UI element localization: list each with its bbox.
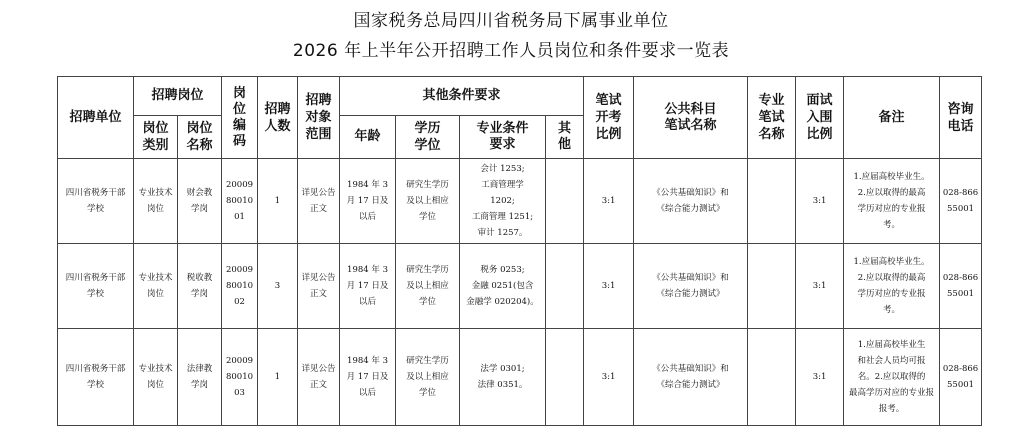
cell-headcount: 1: [258, 329, 298, 426]
header-position: 招聘岗位: [134, 77, 222, 116]
cell-age: 1984 年 3 月 17 日及以后: [340, 159, 396, 244]
cell-category: 专业技术岗位: [134, 159, 178, 244]
cell-education: 研究生学历及以上相应学位: [396, 244, 460, 329]
cell-scope: 详见公告正文: [298, 329, 340, 426]
header-phone: 咨询电话: [940, 77, 982, 159]
cell-unit: 四川省税务干部学校: [58, 244, 134, 329]
cell-name: 税收教学岗: [178, 244, 222, 329]
cell-professional-subject: [748, 159, 796, 244]
cell-headcount: 1: [258, 159, 298, 244]
cell-name: 财会教学岗: [178, 159, 222, 244]
table-row: [58, 244, 982, 329]
cell-major: 法学 0301; 法律 0351。: [460, 329, 546, 426]
cell-public-subjects: 《公共基础知识》和 《综合能力测试》: [634, 159, 748, 244]
header-unit: 招聘单位: [58, 77, 134, 159]
header-position-code: 岗位编码: [222, 77, 258, 159]
header-professional-subject: 专业笔试名称: [748, 77, 796, 159]
cell-education: 研究生学历及以上相应学位: [396, 159, 460, 244]
header-other-requirements: 其他条件要求: [340, 77, 584, 116]
cell-written-ratio: 3:1: [584, 159, 634, 244]
cell-age: 1984 年 3 月 17 日及以后: [340, 244, 396, 329]
cell-scope: 详见公告正文: [298, 159, 340, 244]
cell-major: 会计 1253; 工商管理学 1202; 工商管理 1251; 审计 1257。: [460, 159, 546, 244]
page-title-line-1: 国家税务总局四川省税务局下属事业单位: [353, 11, 669, 31]
cell-remarks: 1.应届高校毕业生。 2.应以取得的最高 学历对应的专业报 考。: [844, 159, 940, 244]
cell-remarks: 1.应届高校毕业生。 2.应以取得的最高 学历对应的专业报 考。: [844, 244, 940, 329]
header-headcount: 招聘人数: [258, 77, 298, 159]
recruitment-table: [57, 76, 982, 426]
cell-education: 研究生学历及以上相应学位: [396, 329, 460, 426]
cell-public-subjects: 《公共基础知识》和 《综合能力测试》: [634, 329, 748, 426]
header-major: 专业条件要求: [460, 116, 546, 159]
cell-category: 专业技术岗位: [134, 329, 178, 426]
cell-major: 税务 0253; 金融 0251(包含 金融学 020204)。: [460, 244, 546, 329]
header-written-ratio: 笔试开考比例: [584, 77, 634, 159]
header-other: 其他: [546, 116, 584, 159]
header-education: 学历学位: [396, 116, 460, 159]
cell-professional-subject: [748, 244, 796, 329]
cell-professional-subject: [748, 329, 796, 426]
header-remarks: 备注: [844, 77, 940, 159]
table-row: [58, 159, 982, 244]
header-position-name: 岗位名称: [178, 116, 222, 159]
cell-interview-ratio: 3:1: [796, 244, 844, 329]
cell-other: [546, 329, 584, 426]
header-position-category: 岗位类别: [134, 116, 178, 159]
cell-phone: 028-86655001: [940, 329, 982, 426]
cell-code: 200098001003: [222, 329, 258, 426]
cell-headcount: 3: [258, 244, 298, 329]
cell-category: 专业技术岗位: [134, 244, 178, 329]
cell-other: [546, 159, 584, 244]
cell-public-subjects: 《公共基础知识》和 《综合能力测试》: [634, 244, 748, 329]
header-public-subjects: 公共科目笔试名称: [634, 77, 748, 159]
header-age: 年龄: [340, 116, 396, 159]
header-interview-ratio: 面试入围比例: [796, 77, 844, 159]
cell-interview-ratio: 3:1: [796, 329, 844, 426]
cell-age: 1984 年 3 月 17 日及以后: [340, 329, 396, 426]
header-target-scope: 招聘对象范围: [298, 77, 340, 159]
cell-other: [546, 244, 584, 329]
cell-written-ratio: 3:1: [584, 329, 634, 426]
cell-written-ratio: 3:1: [584, 244, 634, 329]
cell-name: 法律教学岗: [178, 329, 222, 426]
cell-code: 200098001001: [222, 159, 258, 244]
cell-phone: 028-86655001: [940, 244, 982, 329]
cell-phone: 028-86655001: [940, 159, 982, 244]
page-title-line-2: 2026 年上半年公开招聘工作人员岗位和条件要求一览表: [292, 41, 730, 61]
table-row: [58, 329, 982, 426]
cell-interview-ratio: 3:1: [796, 159, 844, 244]
cell-remarks: 1.应届高校毕业生 和社会人员均可报 名。2.应以取得的 最高学历对应的专业报 报考。: [844, 329, 940, 426]
cell-unit: 四川省税务干部学校: [58, 159, 134, 244]
cell-unit: 四川省税务干部学校: [58, 329, 134, 426]
cell-scope: 详见公告正文: [298, 244, 340, 329]
cell-code: 200098001002: [222, 244, 258, 329]
